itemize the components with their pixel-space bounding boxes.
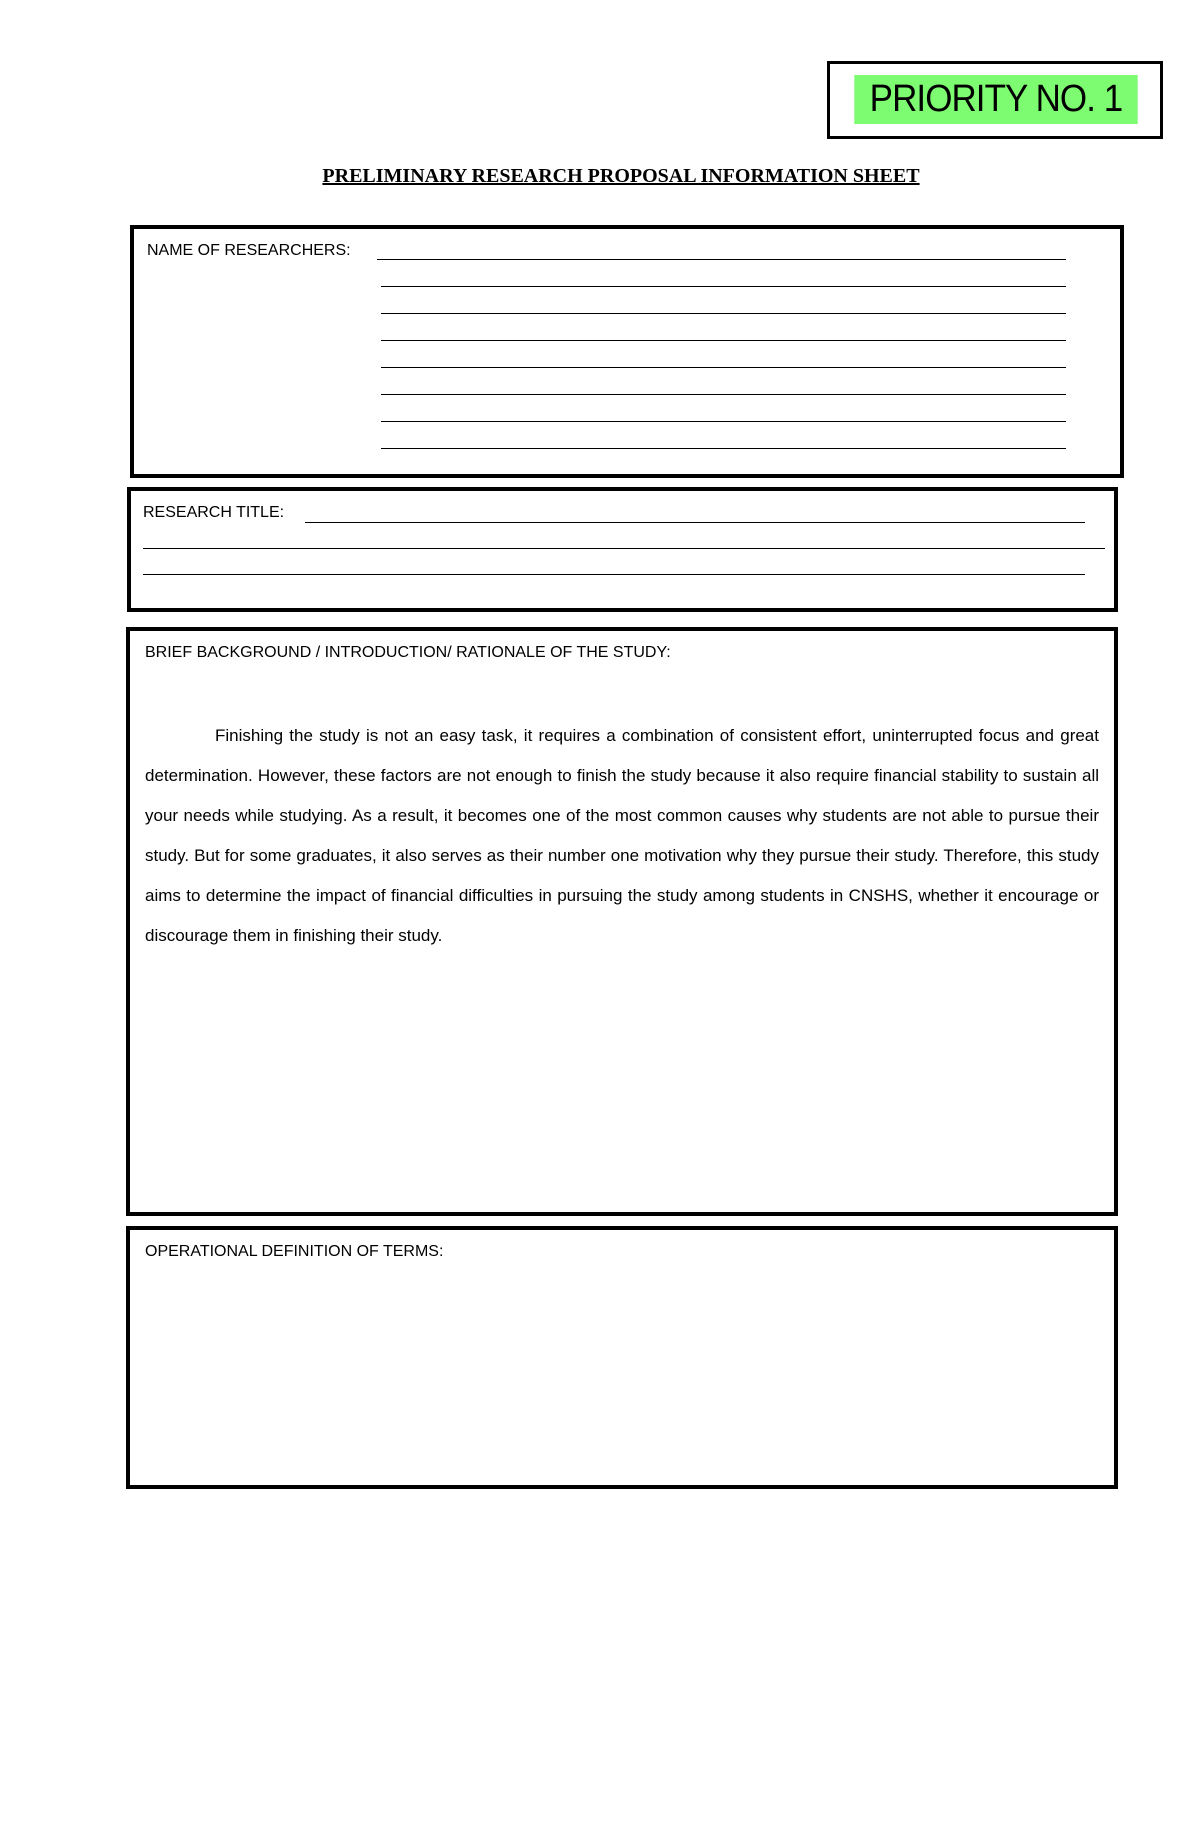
background-section [126,627,1118,1216]
researcher-name-line-8[interactable] [381,448,1066,449]
research-title-line-2[interactable] [143,548,1105,549]
research-title-label: RESEARCH TITLE: [143,504,285,521]
priority-label: PRIORITY NO. 1 [854,75,1137,124]
research-title-line-3[interactable] [143,574,1085,575]
researcher-name-line-1[interactable] [377,259,1066,260]
researcher-name-line-3[interactable] [381,313,1066,314]
researchers-label: NAME OF RESEARCHERS: [147,242,351,259]
definitions-section [126,1226,1118,1489]
researchers-section [130,225,1124,478]
researcher-name-line-7[interactable] [381,421,1066,422]
researcher-name-line-6[interactable] [381,394,1066,395]
researcher-name-line-2[interactable] [381,286,1066,287]
definitions-label: OPERATIONAL DEFINITION OF TERMS: [145,1243,444,1260]
research-title-section [127,487,1118,612]
page-title: PRELIMINARY RESEARCH PROPOSAL INFORMATION SHEET [322,165,920,187]
background-label: BRIEF BACKGROUND / INTRODUCTION/ RATIONALE OF THE STUDY: [145,644,671,661]
background-text: Finishing the study is not an easy task, it requires a combination of consistent effort, uninterrupted focus and great determination. However, these factors are not enough to finish the study because it also require financial stability to sustain all your needs while studying. As a result, it becomes one of the most common causes why students are not able to pursue their study. But for some graduates, it also serves as their number one motivation why they pursue their study. Therefore, this study aims to determine the impact of financial difficulties in pursuing the study among students in CNSHS, whether it encourage or discourage them in finishing their study. [145,726,1099,945]
priority-badge [827,61,1163,139]
researcher-name-line-5[interactable] [381,367,1066,368]
researcher-name-line-4[interactable] [381,340,1066,341]
research-title-line-1[interactable] [305,522,1085,523]
